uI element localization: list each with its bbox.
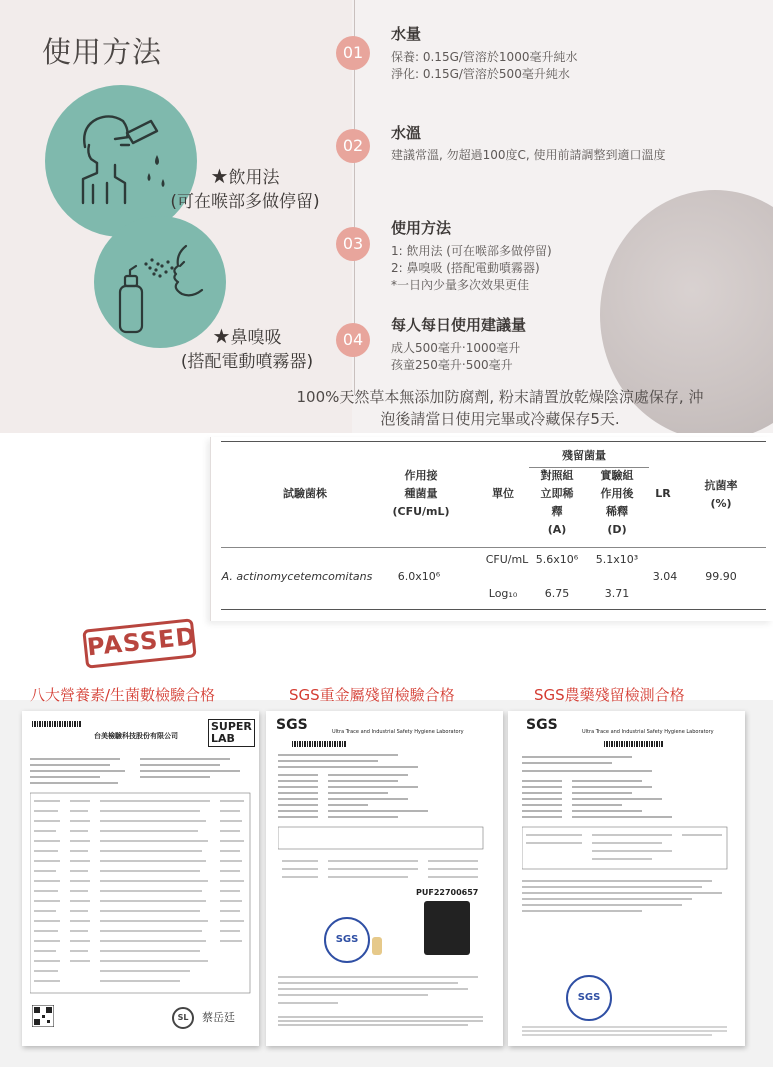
rate-value: 99.90 bbox=[705, 570, 737, 583]
qr-code-icon bbox=[32, 1005, 54, 1027]
step-number: 01 bbox=[336, 36, 370, 70]
drinking-caption bbox=[155, 164, 335, 214]
header-treated-4: (D) bbox=[607, 523, 627, 536]
step-detail: 淨化: 0.15G/管溶於500毫升純水 bbox=[391, 67, 570, 81]
step-title: 使用方法 bbox=[391, 219, 452, 237]
star-icon: ★ bbox=[210, 164, 229, 188]
report-text-lines bbox=[30, 755, 252, 1005]
caption-detail: (搭配電動噴霧器) bbox=[180, 352, 314, 372]
caption-title: 鼻嗅吸 bbox=[230, 328, 282, 348]
header-control-2: 立即稀 bbox=[540, 487, 574, 500]
page-title: 使用方法 bbox=[42, 35, 163, 69]
result-rows bbox=[278, 857, 490, 887]
cert-company: 台美檢驗科技股份有限公司 bbox=[94, 732, 178, 740]
barcode bbox=[32, 721, 82, 727]
sgs-seal: SGS bbox=[324, 917, 370, 963]
header-rate-2: (%) bbox=[710, 497, 732, 510]
header-treated-1: 實驗組 bbox=[600, 469, 634, 482]
header-inoculum-3: (CFU/mL) bbox=[392, 505, 450, 518]
footer-text-lines bbox=[522, 1023, 734, 1043]
sniffing-caption bbox=[166, 324, 328, 374]
unit-log: Log₁₀ bbox=[488, 587, 518, 600]
unit-cfu: CFU/mL bbox=[485, 553, 529, 566]
cert-label-pesticide: SGS農藥殘留檢測合格 bbox=[534, 686, 685, 704]
lab-name: Ultra Trace and Industrial Safety Hygiene Laboratory bbox=[332, 729, 464, 735]
storage-note: 100%天然草本無添加防腐劑, 粉末請置放乾燥陰涼處保存, 沖泡後請當日使用完畢或冷藏保存5天. bbox=[296, 388, 704, 428]
caption-title: 飲用法 bbox=[228, 168, 280, 188]
header-control-4: (A) bbox=[547, 523, 567, 536]
report-text-lines bbox=[278, 751, 490, 851]
table-rule bbox=[221, 609, 766, 610]
superlab-logo bbox=[208, 719, 255, 747]
step-number: 04 bbox=[336, 323, 370, 357]
header-lr: LR bbox=[655, 487, 671, 500]
certificate-heavy-metal[interactable] bbox=[266, 711, 503, 1046]
certificate-nutrition[interactable] bbox=[22, 711, 259, 1046]
sgs-seal: SGS bbox=[566, 975, 612, 1021]
product-photo bbox=[424, 901, 470, 955]
report-number: PUF22700657 bbox=[416, 888, 479, 897]
passed-stamp: PASSED bbox=[82, 618, 196, 668]
header-treated-3: 稀釋 bbox=[606, 505, 628, 518]
signature: 蔡岳廷 bbox=[202, 1011, 235, 1024]
step-detail: 建議常溫, 勿超過100度C, 使用前請調整到適口溫度 bbox=[391, 148, 666, 162]
step-title: 每人每日使用建議量 bbox=[391, 316, 527, 334]
residual-header: 殘留菌量 bbox=[562, 449, 606, 462]
step-number: 02 bbox=[336, 129, 370, 163]
barcode bbox=[604, 741, 664, 747]
treated-cfu: 5.1x10³ bbox=[595, 553, 639, 566]
sl-seal: SL bbox=[172, 1007, 194, 1029]
step-detail: 成人500毫升‧1000毫升 bbox=[391, 341, 521, 355]
header-treated-2: 作用後 bbox=[600, 487, 634, 500]
lab-name: Ultra Trace and Industrial Safety Hygiene Laboratory bbox=[582, 729, 714, 735]
report-text-lines bbox=[522, 753, 734, 913]
step-detail: 2: 鼻嗅吸 (搭配電動噴霧器) bbox=[391, 261, 540, 275]
table-rule bbox=[221, 547, 766, 548]
control-log: 6.75 bbox=[544, 587, 570, 600]
header-inoculum-2: 種菌量 bbox=[404, 487, 438, 500]
usage-section bbox=[0, 0, 773, 433]
header-inoculum-1: 作用接 bbox=[404, 469, 438, 482]
cert-label-heavy-metal: SGS重金屬殘留檢驗合格 bbox=[289, 686, 455, 704]
drinking-person-icon bbox=[45, 85, 197, 237]
header-control-1: 對照組 bbox=[540, 469, 574, 482]
step-detail: 保養: 0.15G/管溶於1000毫升純水 bbox=[391, 50, 578, 64]
footer-text-lines bbox=[278, 973, 490, 1033]
sample-vial bbox=[372, 937, 382, 955]
sgs-logo: SGS bbox=[526, 717, 558, 733]
step-title: 水溫 bbox=[391, 124, 422, 142]
strain-value: A. actinomycetemcomitans bbox=[221, 570, 373, 583]
logo-text-bottom: LAB bbox=[211, 732, 235, 745]
sgs-logo: SGS bbox=[276, 717, 308, 733]
antibacterial-test-table bbox=[210, 437, 773, 621]
header-strain: 試驗菌株 bbox=[283, 487, 327, 500]
barcode bbox=[292, 741, 346, 747]
star-icon: ★ bbox=[212, 324, 231, 348]
step-title: 水量 bbox=[391, 25, 422, 43]
treated-log: 3.71 bbox=[604, 587, 630, 600]
header-unit: 單位 bbox=[492, 487, 514, 500]
table-rule bbox=[221, 441, 766, 442]
inoculum-value: 6.0x10⁶ bbox=[397, 570, 441, 583]
step-detail: 孩童250毫升‧500毫升 bbox=[391, 358, 513, 372]
header-control-3: 釋 bbox=[551, 505, 563, 518]
certificate-pesticide[interactable] bbox=[508, 711, 745, 1046]
caption-detail: (可在喉部多做停留) bbox=[170, 192, 320, 212]
step-number: 03 bbox=[336, 227, 370, 261]
step-detail: 1: 飲用法 (可在喉部多做停留) bbox=[391, 244, 552, 258]
header-rate-1: 抗菌率 bbox=[704, 479, 738, 492]
step-detail: *一日內少量多次效果更佳 bbox=[391, 278, 530, 292]
drinking-illustration bbox=[45, 85, 197, 237]
logo-text-top: SUPER bbox=[211, 720, 252, 733]
lr-value: 3.04 bbox=[652, 570, 678, 583]
control-cfu: 5.6x10⁶ bbox=[535, 553, 579, 566]
cert-label-nutrition: 八大營養素/生菌數檢驗合格 bbox=[30, 686, 216, 704]
